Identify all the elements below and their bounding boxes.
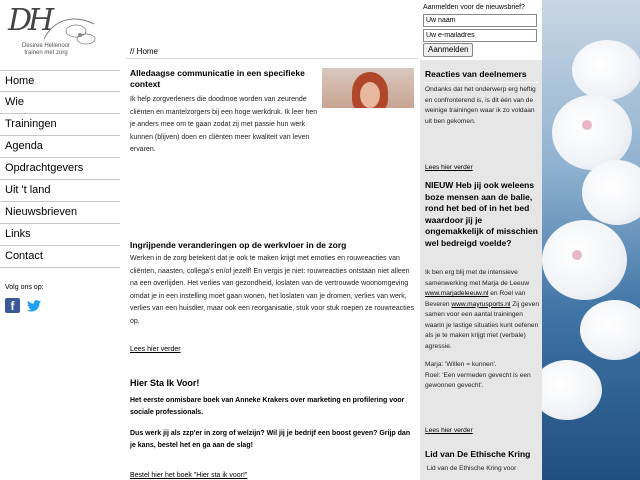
main-nav — [0, 70, 120, 268]
quote-marja: Marja: 'Willen = kunnen'. — [425, 361, 497, 368]
sidebar-title-ethische-kring: Lid van De Ethische Kring — [425, 449, 531, 459]
sidebar-text: Zij geven samen voor een aantal trainingen waarin je lastige situaties kunt oefenen als je te maken krijgt met (verbale) agressie. — [425, 300, 539, 350]
section-title-communicatie: Alledaagse communicatie in een specifieke context — [130, 68, 305, 89]
sidebar-body-agressie — [425, 268, 541, 392]
section-body-communicatie: Ik help zorgverleners die doodmoe worden van zeurende cliënten en mantelzorgers bij een hoge werkdruk. Ik leer hen je anders mee om te gaan zodat zij met passie hun werk kunnen (blijven) doen en cliënten meer kwaliteit van leven ervaren. — [130, 96, 318, 153]
nav-item-nieuwsbrieven[interactable]: Nieuwsbrieven — [0, 202, 120, 224]
section-title-veranderingen: Ingrijpende veranderingen op de werkvloer in de zorg — [130, 240, 347, 250]
sidebar-title-reacties: Reacties van deelnemers — [425, 69, 527, 79]
divider — [126, 58, 418, 59]
newsletter-signup-button[interactable]: Aanmelden — [423, 43, 473, 57]
nav-item-agenda[interactable]: Agenda — [0, 136, 120, 158]
nav-item-links[interactable]: Links — [0, 224, 120, 246]
book-pitch-text: Dus werk jij als zzp'er in zorg of welzijn? Wil jij je bedrijf een boost geven? Grijp dan je kans, bestel het en ga aan de slag! — [130, 430, 411, 449]
twitter-icon[interactable] — [26, 298, 41, 313]
sidebar-text: en Roel van Beveren — [425, 290, 526, 308]
breadcrumb: // Home — [130, 47, 159, 56]
portrait-photo — [322, 68, 414, 108]
nav-item-home[interactable]: Home — [0, 70, 120, 92]
social-links — [5, 298, 41, 313]
nav-item-trainingen[interactable]: Trainingen — [0, 114, 120, 136]
left-column — [0, 0, 120, 480]
sidebar-body-reacties: Ondanks dat het onderwerp erg heftig en confronterend is, is dit één van de weinige trainingen waar ik zo voldaan uit ben gekomen. — [425, 86, 536, 125]
orchid-banner-image — [542, 0, 640, 480]
section-body-veranderingen: Werken in de zorg betekent dat je ook te maken krijgt met emoties en rouwreacties van cliënten, naasten, collega's en/of jezelf! En vergis je niet: rouwreacties ontstaan niet alleen na een overlijden. Het verlies van gezondheid, loslaten van de vertrouwde woonomgeving omdat je in een instelling moet gaan wonen, het loslaten van je dromen, verlies van werk, verlies van een huisdier, maar ook een reorganisatie, stuk voor stuk roepen ze rouwreacties op. — [130, 255, 415, 325]
right-sidebar — [420, 60, 542, 480]
read-more-link[interactable]: Lees hier verder — [130, 346, 181, 353]
nav-item-uit-t-land[interactable]: Uit 't land — [0, 180, 120, 202]
newsletter-signup — [420, 0, 542, 60]
newsletter-label: Aanmelden voor de nieuwsbrief? — [423, 4, 525, 11]
order-book-link[interactable]: Bestel hier het boek "Hier sta ik voor!" — [130, 472, 248, 479]
divider — [424, 82, 538, 83]
sidebar-body-ethische-kring: Lid van de Ethische Kring voor — [425, 465, 517, 472]
sidebar-read-more-link[interactable]: Lees hier verder — [425, 427, 473, 434]
newsletter-email-field[interactable] — [423, 29, 537, 42]
site-logo[interactable] — [4, 3, 114, 59]
sidebar-text: Ik ben erg blij met de intensieve samenwerking met Marja de Leeuw — [425, 269, 530, 287]
nav-item-wie[interactable]: Wie — [0, 92, 120, 114]
follow-label: Volg ons op: — [5, 284, 44, 291]
newsletter-name-field[interactable] — [423, 14, 537, 27]
book-intro-text: Het eerste onmisbare boek van Anneke Krakers over marketing en profilering voor sociale professionals. — [130, 397, 405, 416]
quote-roel: Roel: 'Een vermeden gevecht is een gewonnen gevecht'. — [425, 371, 531, 389]
sidebar-read-more-link[interactable]: Lees hier verder — [425, 164, 473, 171]
nav-item-opdrachtgevers[interactable]: Opdrachtgevers — [0, 158, 120, 180]
sidebar-title-agressie: NIEUW Heb jij ook weleens boze mensen aan de balie, rond het bed of in het bed waardoor jij je ongemakkelijk of misschien wel bedreigd voelde? — [425, 180, 538, 248]
main-content — [126, 0, 418, 480]
mayrusports-link[interactable]: www.mayrusports.nl — [451, 300, 511, 308]
section-title-hier-sta-ik-voor: Hier Sta Ik Voor! — [130, 378, 200, 388]
logo-tagline: Desiree Hellenoor trainen met zorg — [21, 43, 71, 56]
logo-monogram: DH — [8, 3, 51, 38]
marjadeleeuw-link[interactable]: www.marjadeleeuw.nl — [425, 290, 489, 297]
nav-item-contact[interactable]: Contact — [0, 246, 120, 268]
facebook-icon[interactable]: f — [5, 298, 20, 313]
